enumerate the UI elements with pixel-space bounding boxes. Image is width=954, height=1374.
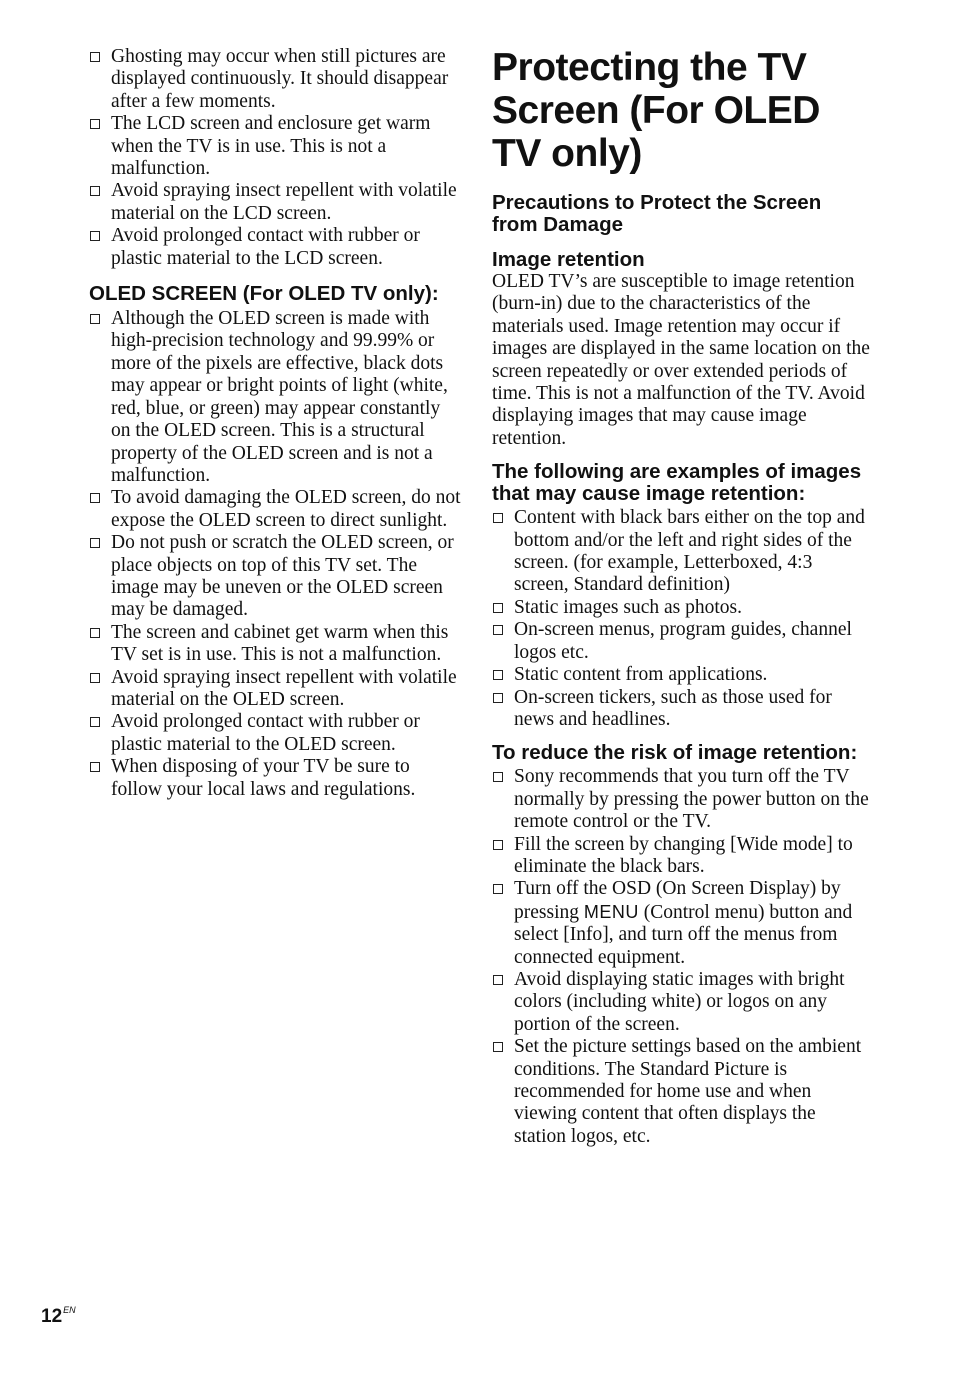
checkbox-bullet-icon [493,693,503,703]
list-item: Ghosting may occur when still pictures are displayed continuously. It should disappear after a few moments. [89,46,461,113]
oled-notes-list [89,308,461,801]
checkbox-bullet-icon [90,628,100,638]
lcd-notes-list [89,46,461,270]
list-item: Static content from applications. [492,664,870,686]
precautions-heading: Precautions to Protect the Screen from Damage [492,191,822,236]
list-item: Content with black bars either on the top and bottom and/or the left and right sides of the screen. (for example, Letterboxed, 4:3 screen, Standard definition) [492,507,870,597]
oled-screen-heading: OLED SCREEN (For OLED TV only): [89,282,439,306]
list-item: Set the picture settings based on the ambient conditions. The Standard Picture is recommended for home use and when viewing content that often displays the station logos, etc. [492,1036,870,1148]
checkbox-bullet-icon [90,314,100,324]
checkbox-bullet-icon [493,975,503,985]
list-item: Sony recommends that you turn off the TV normally by pressing the power button on the remote control or the TV. [492,766,870,833]
image-retention-paragraph: OLED TV’s are susceptible to image retention (burn-in) due to the characteristics of the materials used. Image retention may occur if images are displayed in the same location on the screen repeatedly or over extended periods of time. This is not a malfunction of the TV. Avoid displaying images that may cause image retention. [492,271,870,449]
list-item: Turn off the OSD (On Screen Display) by pressing MENU (Control menu) button and select [Info], and turn off the menus from connected equipment. [492,878,870,969]
checkbox-bullet-icon [90,119,100,129]
checkbox-bullet-icon [493,513,503,523]
list-item: Avoid prolonged contact with rubber or plastic material to the LCD screen. [89,225,461,270]
examples-heading: The following are examples of images that may cause image retention: [492,460,862,506]
list-item: The screen and cabinet get warm when this TV set is in use. This is not a malfunction. [89,622,461,667]
list-item: Fill the screen by changing [Wide mode] to eliminate the black bars. [492,834,870,879]
checkbox-bullet-icon [90,52,100,62]
list-item: Although the OLED screen is made with high-precision technology and 99.99% or more of the pixels are effective, black dots may appear or bright points of light (white, red, blue, or green) may appear constantly on the OLED screen. This is a structural property of the OLED screen and is not a malfunction. [89,308,461,487]
list-item: The LCD screen and enclosure get warm when the TV is in use. This is not a malfunction. [89,113,461,180]
checkbox-bullet-icon [90,717,100,727]
right-column [492,46,870,1148]
checkbox-bullet-icon [493,670,503,680]
checkbox-bullet-icon [90,538,100,548]
language-code: EN [63,1305,76,1315]
list-item: Static images such as photos. [492,597,870,619]
checkbox-bullet-icon [90,186,100,196]
checkbox-bullet-icon [493,840,503,850]
examples-list [492,507,870,731]
checkbox-bullet-icon [90,673,100,683]
list-item: Avoid displaying static images with bright colors (including white) or logos on any portion of the screen. [492,969,870,1036]
checkbox-bullet-icon [493,772,503,782]
checkbox-bullet-icon [493,884,503,894]
list-item: When disposing of your TV be sure to follow your local laws and regulations. [89,756,461,801]
checkbox-bullet-icon [90,493,100,503]
left-column [89,46,461,801]
list-item: Do not push or scratch the OLED screen, or place objects on top of this TV set. The image may be uneven or the OLED screen may be damaged. [89,532,461,622]
page-number: $12^{EN}$ [41,1305,76,1327]
checkbox-bullet-icon [493,1042,503,1052]
reduce-risk-heading: To reduce the risk of image retention: [492,741,858,765]
menu-button-icon: MENU [583,901,639,922]
checkbox-bullet-icon [493,625,503,635]
list-item: Avoid spraying insect repellent with volatile material on the OLED screen. [89,667,461,712]
checkbox-bullet-icon [90,231,100,241]
checkbox-bullet-icon [90,762,100,772]
image-retention-heading: Image retention [492,248,645,271]
list-item: To avoid damaging the OLED screen, do not expose the OLED screen to direct sunlight. [89,487,461,532]
checkbox-bullet-icon [493,603,503,613]
page-title: Protecting the TV Screen (For OLED TV only) [492,46,820,175]
list-item: On-screen menus, program guides, channel logos etc. [492,619,870,664]
reduce-risk-list [492,766,870,1148]
list-item: On-screen tickers, such as those used for news and headlines. [492,687,870,732]
list-item: Avoid spraying insect repellent with volatile material on the LCD screen. [89,180,461,225]
list-item: Avoid prolonged contact with rubber or plastic material to the OLED screen. [89,711,461,756]
